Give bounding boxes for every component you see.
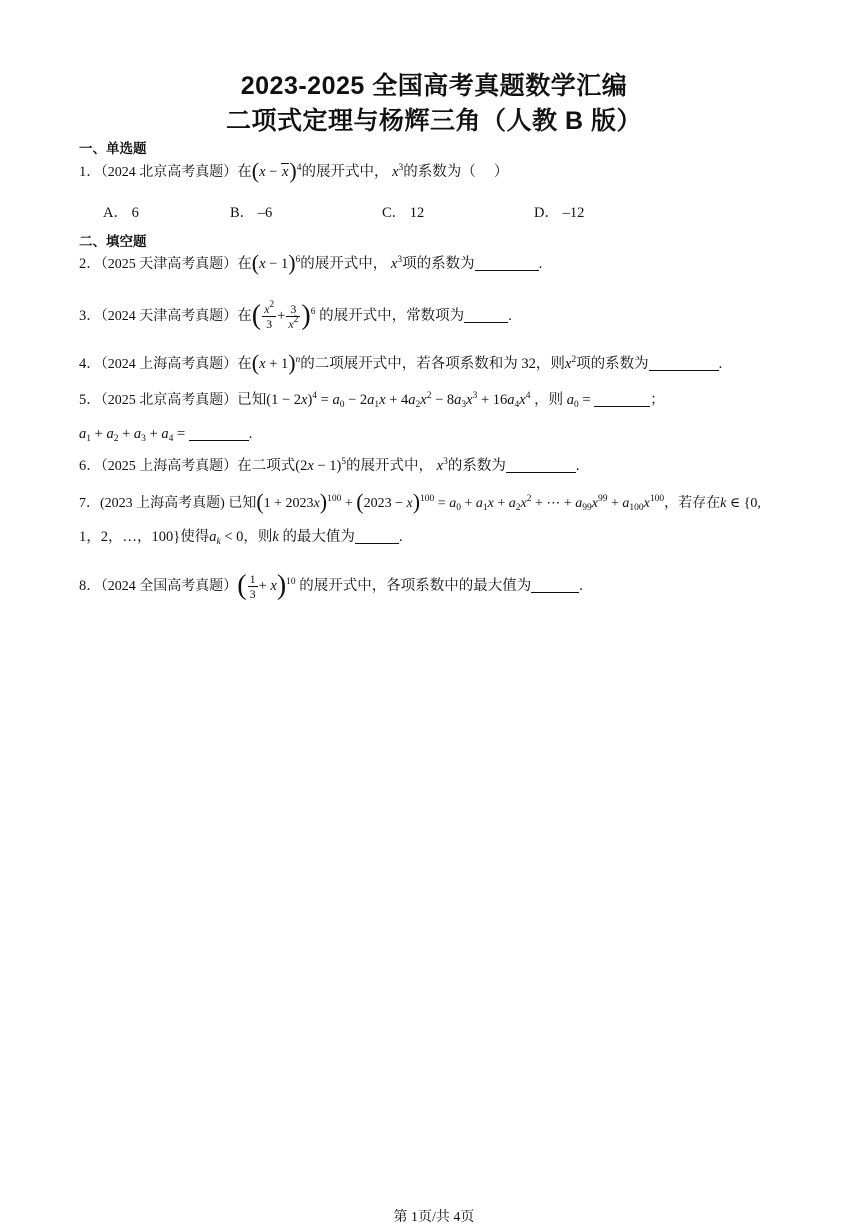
question-source: （2024 上海高考真题） [100,357,238,372]
option-c[interactable]: C． 12 [382,205,425,221]
question-number: 1． [79,164,101,180]
option-d[interactable]: D． –12 [534,205,585,221]
question-1: 1．（2024 北京高考真题）在$(x - x)^4$的展开式中， $x^3$的系数为（ ） [79,158,509,183]
answer-blank[interactable] [475,256,539,271]
page-title: 2023-2025 全国高考真题数学汇编 [240,72,628,100]
question-7: 7．(2023 上海高考真题) 已知$(1 + 2023x)^{100} + (2023 - x)^{100} = a_0 + a_1x + a_2x^2$ + ⋯ + $a_{99}x^{99} + a_{100}x^{100}$，若存在k ∈ {0, [79,489,761,514]
section-heading-fill-blank: 二、填空题 [79,234,147,250]
answer-blank[interactable] [649,356,719,371]
question-3: 3．（2024 天津高考真题）在( $\frac{x^2}{3}$ + $\frac{3}{x^2}$ )$^6$ 的展开式中，常数项为 . [79,299,512,331]
question-number: 4． [79,356,101,372]
question-number: 7． [79,496,100,511]
answer-blank[interactable] [594,392,650,407]
question-number: 2． [79,256,101,272]
question-source: （2025 上海高考真题） [100,459,238,474]
option-b[interactable]: B． –6 [230,205,273,221]
question-source: （2024 北京高考真题） [100,165,238,180]
page-subtitle: 二项式定理与杨辉三角（人教 B 版） [226,107,642,135]
question-7-line-2: 1，2，…，100}使得$a_k < 0$，则k 的最大值为 . [79,529,403,547]
answer-blank[interactable] [189,426,249,441]
question-number: 3． [79,307,101,324]
answer-blank[interactable] [506,458,576,473]
question-source: （2024 全国高考真题） [100,578,238,594]
question-5: 5．（2025 北京高考真题）已知$(1 - 2x)^4 = a_0 - 2a_1x + 4a_2x^2 - 8a_3x^3 + 16a_4x^4$ ，则 $a_0$ = ； [79,391,665,410]
question-source: （2025 天津高考真题） [100,257,238,272]
section-heading-single-choice: 一、单选题 [79,141,147,157]
question-5-line-2: $a_1 + a_2 + a_3 + a_4$ = . [79,426,253,444]
answer-blank[interactable] [531,578,579,593]
option-a[interactable]: A． 6 [103,205,139,221]
question-source: (2023 上海高考真题) [100,496,225,511]
question-source: （2024 天津高考真题） [100,308,238,324]
question-number: 5． [79,392,101,408]
question-number: 6． [79,458,101,474]
question-2: 2．（2025 天津高考真题）在$(x - 1)^6$的展开式中， $x^3$项的系数为 . [79,250,543,275]
answer-blank[interactable] [355,529,399,544]
question-8: 8．（2024 全国高考真题）( $\frac{1}{3}$ + x)$^{10}$ 的展开式中，各项系数中的最大值为 . [79,569,583,601]
answer-blank[interactable] [464,308,508,323]
question-4: 4．（2024 上海高考真题）在$(x + 1)^n$的二项展开式中，若各项系数和为 32，则$x^2$项的系数为 . [79,350,723,375]
question-6: 6．（2025 上海高考真题）在二项式$(2x - 1)^5$的展开式中， $x^3$的系数为 . [79,457,580,474]
question-source: （2025 北京高考真题） [100,393,238,408]
page-footer: 第 1页/共 4页 [393,1210,475,1225]
question-number: 8． [79,577,101,594]
